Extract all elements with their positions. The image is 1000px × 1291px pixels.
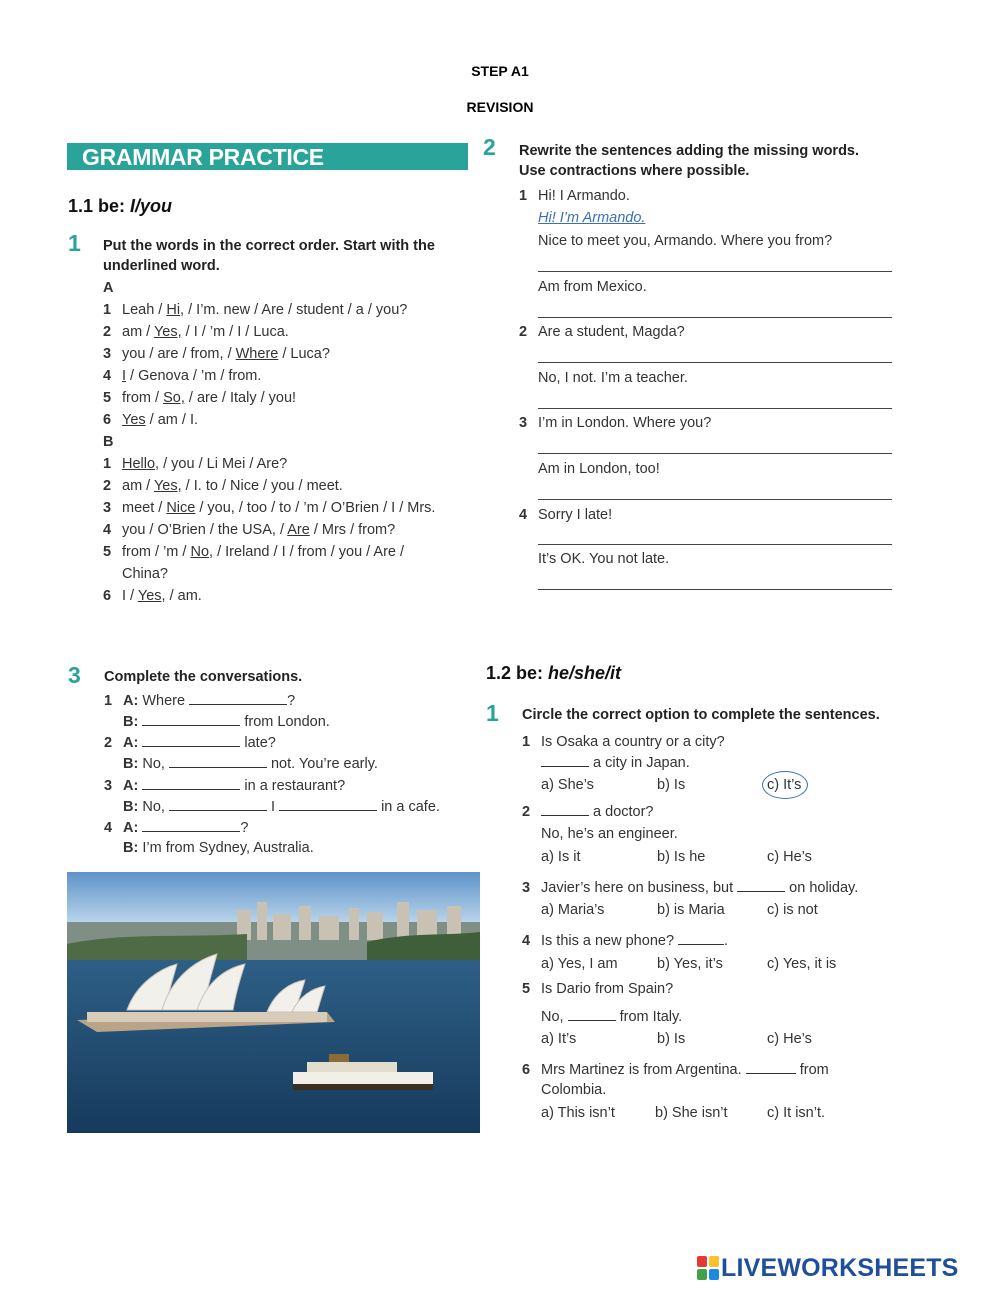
question-4-option-c[interactable]: c) Yes, it is: [767, 956, 837, 972]
item-text: Hi! I Armando.: [538, 188, 630, 204]
item-number: 2: [522, 804, 531, 820]
answer-circle-marker: [762, 771, 808, 799]
item-number: 1: [103, 302, 112, 318]
underlined-word: No,: [190, 544, 214, 560]
item-number: 4: [522, 933, 531, 949]
question-5-line-2: [541, 1006, 682, 1027]
item-text: from / ’m /: [122, 544, 191, 560]
exercise-3-instruction: Complete the conversations.: [104, 669, 303, 685]
conversation-2-b: [123, 753, 378, 774]
item-number: 6: [103, 412, 112, 428]
question-1-option-b[interactable]: b) Is: [657, 777, 686, 793]
answer-line[interactable]: [538, 362, 892, 363]
item-text: Leah /: [122, 302, 167, 318]
speaker-a: A:: [123, 735, 139, 751]
question-6-option-b[interactable]: b) She isn’t: [655, 1105, 728, 1121]
item-number: 1: [103, 456, 112, 472]
exercise-1-list-b: [103, 454, 435, 608]
revision-title: REVISION: [466, 99, 534, 115]
blank-field[interactable]: [746, 1059, 796, 1074]
conversation-1-b: [123, 711, 330, 732]
speaker-b: B:: [123, 714, 139, 730]
exercise-2-instruction: [519, 141, 859, 181]
question-3-option-c[interactable]: c) is not: [767, 902, 818, 918]
blank-field[interactable]: [169, 753, 267, 768]
conversation-1-a: [104, 690, 295, 711]
text: on holiday.: [789, 880, 859, 896]
grammar-practice-banner: [67, 143, 468, 170]
exercise-1-instruction-line1: Put the words in the correct order. Start with the: [103, 238, 435, 254]
question-4-option-b[interactable]: b) Yes, it’s: [657, 956, 723, 972]
item-number: 3: [103, 500, 112, 516]
exercise-1-2-number: 1: [486, 700, 499, 726]
item-number: 1: [522, 734, 531, 750]
item-number: 3: [519, 415, 528, 431]
speaker-a: A:: [123, 778, 139, 794]
text: .: [724, 933, 729, 949]
text: No,: [541, 1009, 564, 1025]
text: from London.: [244, 714, 330, 730]
section-1-1-italic: I/you: [130, 196, 173, 216]
text: in a cafe.: [381, 799, 440, 815]
item-text: am /: [122, 324, 154, 340]
answer-line[interactable]: [538, 408, 892, 409]
exercise-1-list-a: [103, 300, 407, 432]
answer-line[interactable]: [538, 499, 892, 500]
item-number: 2: [103, 324, 112, 340]
B-item: [103, 498, 435, 520]
conversation-2-a: [104, 732, 276, 753]
conversation-3-a: [104, 775, 345, 796]
A-item: [103, 388, 407, 410]
item-text: / are / Italy / you!: [184, 390, 297, 406]
question-6-option-c[interactable]: c) It isn’t.: [767, 1105, 826, 1121]
item-number: 4: [103, 368, 112, 384]
item-text: you / O’Brien / the USA, /: [122, 522, 288, 538]
exercise-2-number: 2: [483, 134, 496, 160]
B-item: [103, 454, 435, 476]
B-item: [103, 586, 435, 608]
blank-field[interactable]: [169, 796, 267, 811]
banner-label: GRAMMAR PRACTICE: [82, 144, 324, 170]
exercise-1-2-instruction: Circle the correct option to complete the sentences.: [522, 707, 880, 723]
item-number: 3: [103, 346, 112, 362]
speaker-b: B:: [123, 799, 139, 815]
text: Is this a new phone?: [541, 933, 675, 949]
question-3-option-a[interactable]: a) Maria’s: [541, 902, 605, 918]
item-text: I /: [122, 588, 138, 604]
item-text: / I / ’m / I / Luca.: [181, 324, 289, 340]
B-item: [103, 476, 435, 498]
text: No,: [142, 756, 165, 772]
text: I’m from Sydney, Australia.: [142, 840, 314, 856]
item-number: 3: [104, 778, 113, 794]
text: Javier’s here on business, but: [541, 880, 734, 896]
text: Mrs Martinez is from Argentina.: [541, 1062, 742, 1078]
text: I: [270, 799, 276, 815]
underlined-word: Hi,: [166, 302, 185, 318]
text: Is Dario from Spain?: [541, 981, 674, 997]
text: a doctor?: [593, 804, 654, 820]
step-title: STEP A1: [471, 63, 529, 79]
text: ?: [287, 693, 296, 709]
question-5: [522, 979, 673, 999]
item-text: / I’m. new / Are / student / a / you?: [184, 302, 408, 318]
item-number: 6: [103, 588, 112, 604]
item-number: 2: [519, 324, 528, 340]
item-number: 5: [103, 544, 112, 560]
exercise-2-item-1: [519, 186, 630, 206]
text: Where: [142, 693, 186, 709]
text: Is Osaka a country or a city?: [541, 734, 725, 750]
exercise-2-line-3: Am from Mexico.: [538, 279, 647, 295]
underlined-word: Where: [235, 346, 279, 362]
blank-field[interactable]: [678, 930, 724, 945]
item-text: / you, / too / to / ’m / O’Brien / I / Mrs.: [195, 500, 436, 516]
question-2-option-c[interactable]: c) He’s: [767, 849, 812, 865]
item-number: 4: [104, 820, 113, 836]
exercise-1-label-a: A: [103, 280, 114, 296]
answer-line[interactable]: [538, 453, 892, 454]
question-4-option-a[interactable]: a) Yes, I am: [541, 956, 618, 972]
underlined-word: Yes,: [153, 478, 182, 494]
conversation-3-b: [123, 796, 440, 817]
exercise-2-line-9: It’s OK. You not late.: [538, 551, 670, 567]
item-number: 2: [103, 478, 112, 494]
speaker-a: A:: [123, 820, 139, 836]
exercise-2-instruction-line1: Rewrite the sentences adding the missing words.: [519, 143, 860, 159]
A-item: [103, 300, 407, 322]
exercise-2-example-answer: Hi! I’m Armando.: [538, 210, 646, 226]
exercise-2-line-7: Am in London, too!: [538, 461, 660, 477]
blank-field[interactable]: [142, 775, 240, 790]
blank-field[interactable]: [142, 711, 240, 726]
liveworksheets-logo[interactable]: [697, 1254, 959, 1285]
item-number: 1: [104, 693, 113, 709]
exercise-1-label-b: B: [103, 434, 114, 450]
exercise-2-item-2: [519, 322, 685, 342]
answer-line[interactable]: [538, 544, 892, 545]
text: late?: [244, 735, 276, 751]
item-text: Are a student, Magda?: [538, 324, 685, 340]
text: No,: [142, 799, 165, 815]
underlined-word: Are: [287, 522, 310, 538]
text: in a restaurant?: [244, 778, 346, 794]
item-number: 4: [103, 522, 112, 538]
item-number: 5: [522, 981, 531, 997]
item-text: / Luca?: [278, 346, 330, 362]
question-5-option-c[interactable]: c) He’s: [767, 1031, 812, 1047]
blank-field[interactable]: [541, 752, 589, 767]
item-text: am /: [122, 478, 154, 494]
exercise-2-item-3: [519, 413, 711, 433]
underlined-word: Yes,: [153, 324, 182, 340]
liveworksheets-logo-text: LIVEWORKSHEETS: [721, 1254, 959, 1282]
item-number: 1: [519, 188, 528, 204]
item-text: / am.: [165, 588, 202, 604]
exercise-2-item-4: [519, 505, 612, 525]
section-1-2-title: [486, 663, 621, 684]
text: from Italy.: [619, 1009, 683, 1025]
exercise-1-instruction-line2: underlined word.: [103, 258, 220, 274]
question-6-option-a[interactable]: a) This isn’t: [541, 1105, 615, 1121]
text: ?: [240, 820, 249, 836]
speaker-b: B:: [123, 756, 139, 772]
item-text: / Ireland / I / from / you / Are /: [213, 544, 405, 560]
item-text: meet /: [122, 500, 167, 516]
B-item: [103, 564, 435, 586]
blank-field[interactable]: [189, 690, 287, 705]
text: not. You’re early.: [270, 756, 378, 772]
question-4: [522, 930, 728, 951]
item-number: 2: [104, 735, 113, 751]
item-text: / am / I.: [145, 412, 199, 428]
B-item: [103, 520, 435, 542]
exercise-3-number: 3: [68, 662, 81, 688]
conversation-4-a: [104, 817, 248, 838]
item-text: / you / Li Mei / Are?: [159, 456, 288, 472]
item-text: / I. to / Nice / you / meet.: [181, 478, 343, 494]
question-3-option-b[interactable]: b) is Maria: [657, 902, 725, 918]
question-2-option-b[interactable]: b) Is he: [657, 849, 706, 865]
text: from: [799, 1062, 829, 1078]
item-number: 5: [103, 390, 112, 406]
underlined-word: Nice: [166, 500, 196, 516]
A-item: [103, 322, 407, 344]
question-5-option-b[interactable]: b) Is: [657, 1031, 686, 1047]
question-1-option-c[interactable]: c) It’s: [767, 777, 802, 793]
item-number: 3: [522, 880, 531, 896]
question-1: [522, 732, 725, 752]
speaker-b: B:: [123, 840, 139, 856]
blank-field[interactable]: [541, 801, 589, 816]
A-item: [103, 344, 407, 366]
answer-line[interactable]: [538, 271, 892, 272]
text: a city in Japan.: [593, 755, 690, 771]
section-1-2-prefix: 1.2 be:: [486, 663, 549, 683]
section-1-2-italic: he/she/it: [548, 663, 622, 683]
item-number: 4: [519, 507, 528, 523]
question-5-option-a[interactable]: a) It’s: [541, 1031, 577, 1047]
blank-field[interactable]: [279, 796, 377, 811]
exercise-1-number: 1: [68, 230, 81, 256]
exercise-2-line-2: Nice to meet you, Armando. Where you from?: [538, 233, 833, 249]
underlined-word: Yes,: [137, 588, 166, 604]
item-number: 6: [522, 1062, 531, 1078]
question-3: [522, 877, 858, 898]
underlined-word: Yes: [122, 412, 146, 428]
question-1-option-a[interactable]: a) She’s: [541, 777, 594, 793]
exercise-2-line-5: No, I not. I’m a teacher.: [538, 370, 688, 386]
item-text: from /: [122, 390, 164, 406]
item-text: / Mrs / from?: [309, 522, 396, 538]
question-1-line-2: [541, 752, 690, 773]
exercise-2-instruction-line2: Use contractions where possible.: [519, 163, 750, 179]
question-2: [522, 801, 654, 822]
item-text: China?: [122, 566, 168, 582]
underlined-word: Hello,: [122, 456, 160, 472]
item-text: I’m in London. Where you?: [538, 415, 712, 431]
blank-field[interactable]: [142, 817, 240, 832]
underlined-word: So,: [163, 390, 185, 406]
blank-field[interactable]: [142, 732, 240, 747]
item-text: Sorry I late!: [538, 507, 613, 523]
question-6-line-2: Colombia.: [541, 1082, 607, 1098]
B-item: [103, 542, 435, 564]
conversation-4-b: [123, 838, 314, 858]
section-1-1-prefix: 1.1 be:: [68, 196, 131, 216]
speaker-a: A:: [123, 693, 139, 709]
question-2-line-2: No, he’s an engineer.: [541, 826, 678, 842]
underlined-word: I: [122, 368, 127, 384]
A-item: [103, 366, 407, 388]
answer-line[interactable]: [538, 589, 892, 590]
section-1-1-title: [68, 196, 172, 217]
question-2-option-a[interactable]: a) Is it: [541, 849, 581, 865]
blank-field[interactable]: [737, 877, 785, 892]
blank-field[interactable]: [568, 1006, 616, 1021]
item-text: / Genova / ’m / from.: [126, 368, 262, 384]
liveworksheets-logo-icon: [697, 1256, 719, 1280]
question-6: [522, 1059, 829, 1080]
exercise-1-instruction: [103, 236, 435, 276]
sydney-opera-house-photo: [67, 872, 480, 1133]
item-text: you / are / from, /: [122, 346, 236, 362]
A-item: [103, 410, 407, 432]
answer-line[interactable]: [538, 317, 892, 318]
